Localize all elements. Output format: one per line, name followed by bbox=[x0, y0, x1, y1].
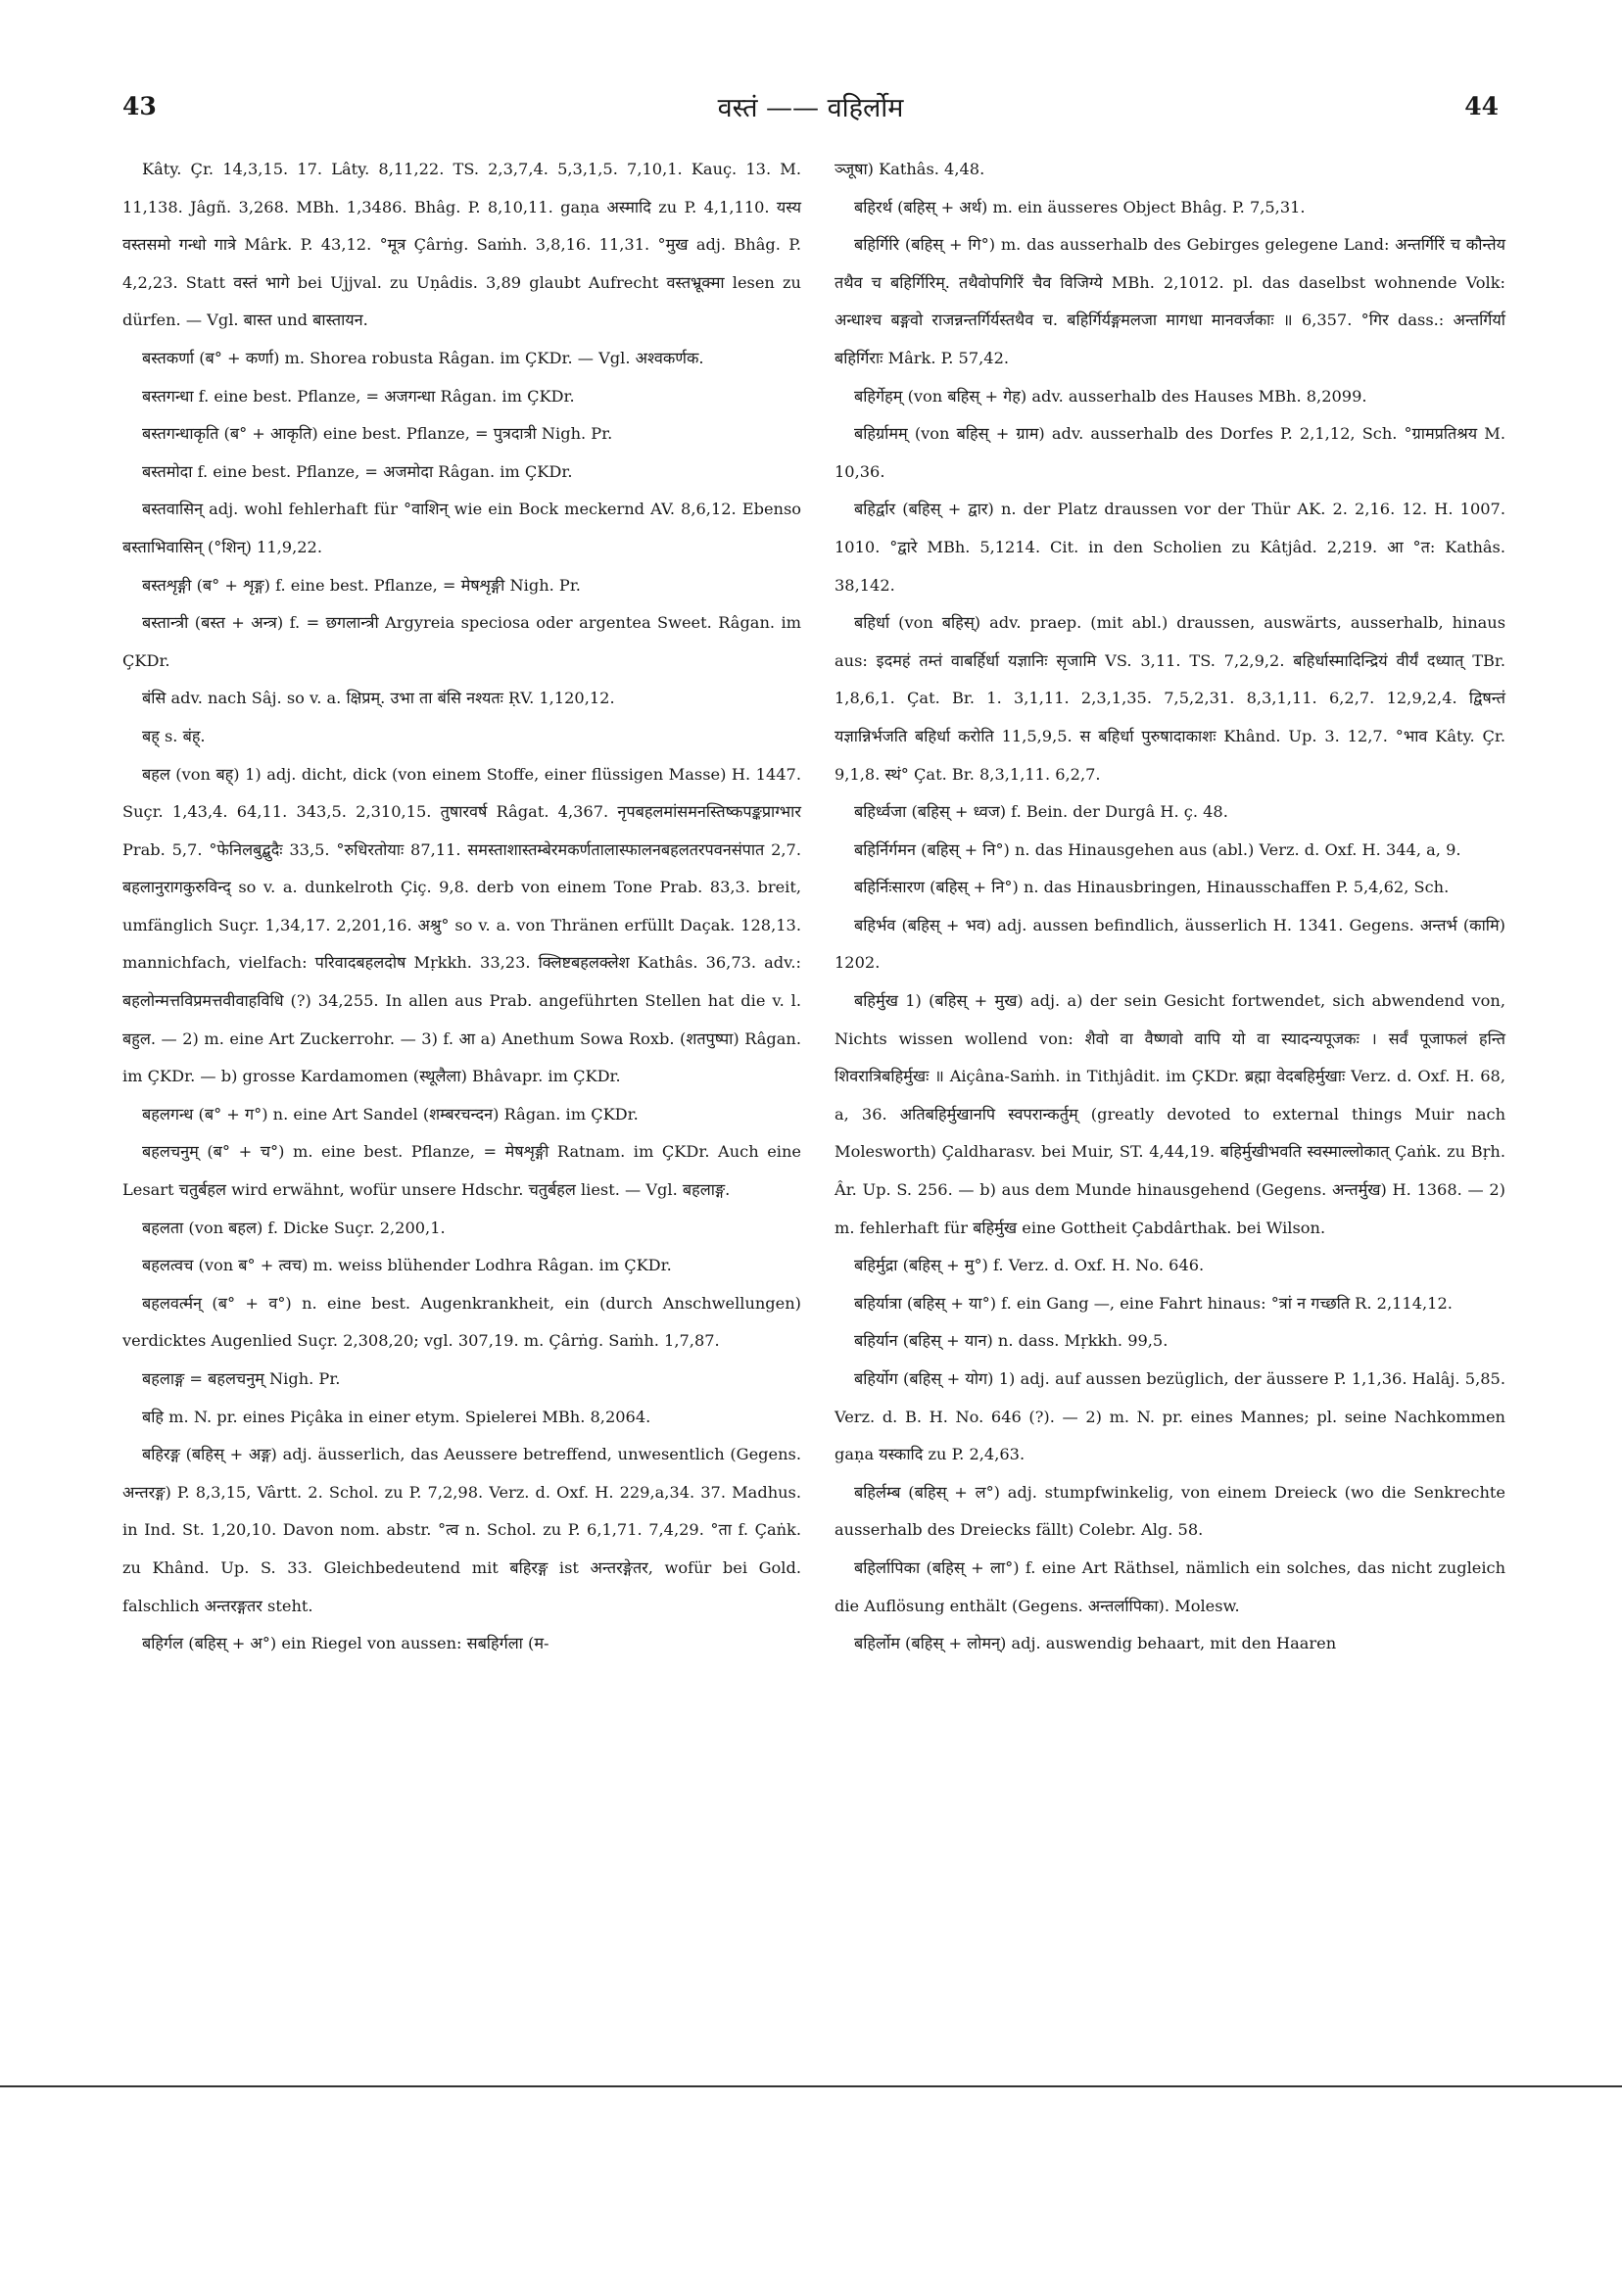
dictionary-entry: बहिरङ्ग (बहिस् + अङ्ग) adj. äusserlich, das Aeussere betreffend, unwesentlich (Gegens. अन्तरङ्ग) P. 8,3,15, Vârtt. 2. Schol. zu P. 7,2,98. Verz. d. Oxf. H. 229,a,34. 37. Madhus. in Ind. St. 1,20,10. Davon nom. abstr. °त्व n. Schol. zu P. 6,1,71. 7,4,29. °ता f. Çaṅk. zu Khând. Up. S. 33. Gleichbedeutend mit बहिरङ्ग ist अन्तरङ्गेतर, wofür bei Gold. falschlich अन्तरङ्गतर steht. bbox=[122, 1445, 801, 1615]
dictionary-entry: बहिर्मुद्रा (बहिस् + मु°) f. Verz. d. Oxf. H. No. 646. bbox=[854, 1256, 1205, 1275]
page-number-left: 43 bbox=[122, 92, 157, 120]
dictionary-entry: बहिर्ग्रामम् (von बहिस् + ग्राम) adv. ausserhalb des Dorfes P. 2,1,12, Sch. °ग्रामप्रतिश्रय M. 10,36. bbox=[835, 424, 1505, 481]
dictionary-entry: बहिर्धा (von बहिस्) adv. praep. (mit abl.) draussen, auswärts, ausserhalb, hinaus aus: इदमहं तम्तं वाबर्हिर्धा यज्ञानिः सृजामि VS. 3,11. TS. 7,2,9,2. बहिर्धास्मादिन्द्रियं वीर्यं दध्यात् TBr. 1,8,6,1. Çat. Br. 1. 3,1,11. 2,3,1,35. 7,5,2,31. 8,3,1,11. 6,2,7. 12,9,2,4. द्विषन्तं यज्ञान्निर्भजति बहिर्धा करोति 11,5,9,5. स बहिर्धा पुरुषादाकाशः Khând. Up. 3. 12,7. °भाव Kâty. Çr. 9,1,8. स्थं° Çat. Br. 8,3,1,11. 6,2,7. bbox=[835, 613, 1505, 784]
dictionary-entry: बह् s. बंह्. bbox=[142, 726, 206, 745]
page-header bbox=[122, 92, 1499, 131]
dictionary-entry: बस्तान्त्री (बस्त + अन्त्र) f. = छगलान्त्री Argyreia speciosa oder argentea Sweet. Râgan. im ÇKDr. bbox=[122, 613, 801, 670]
left-column bbox=[122, 151, 801, 1663]
dictionary-entry: बहिरर्थ (बहिस् + अर्थ) m. ein äusseres Object Bhâg. P. 7,5,31. bbox=[854, 197, 1306, 216]
dictionary-entry: बहिर्यात्रा (बहिस् + या°) f. ein Gang —, eine Fahrt hinaus: °त्रां न गच्छति R. 2,114,12. bbox=[854, 1293, 1453, 1313]
dictionary-entry: बहलता (von बहल) f. Dicke Suçr. 2,200,1. bbox=[142, 1218, 446, 1237]
dictionary-entry: बहिर्ध्वजा (बहिस् + ध्वज) f. Bein. der Durgâ H. ç. 48. bbox=[854, 802, 1228, 822]
dictionary-entry: बहिर्गेहम् (von बहिस् + गेह) adv. ausserhalb des Hauses MBh. 8,2099. bbox=[854, 386, 1367, 406]
dictionary-entry: बंसि adv. nach Sâj. so v. a. क्षिप्रम्. उभा ता बंसि नश्यतः ṚV. 1,120,12. bbox=[142, 689, 615, 708]
bottom-rule bbox=[0, 2085, 1622, 2087]
dictionary-entry: बस्तगन्धा f. eine best. Pflanze, = अजगन्धा Râgan. im ÇKDr. bbox=[142, 386, 575, 406]
dictionary-entry: बहिर्लापिका (बहिस् + ला°) f. eine Art Räthsel, nämlich ein solches, das nicht zugleich die Auflösung enthält (Gegens. अन्तर्लापिका). Molesw. bbox=[835, 1557, 1505, 1615]
dictionary-entry: बहलत्वच (von ब° + त्वच) m. weiss blühender Lodhra Râgan. im ÇKDr. bbox=[142, 1256, 672, 1275]
dictionary-entry: बहलगन्ध (ब° + ग°) n. eine Art Sandel (शम्बरचन्दन) Râgan. im ÇKDr. bbox=[142, 1104, 639, 1124]
dictionary-entry: बहिर्यान (बहिस् + यान) n. dass. Mṛkkh. 99,5. bbox=[854, 1331, 1169, 1351]
dictionary-entry: बहिर्गल (बहिस् + अ°) ein Riegel von aussen: सबहिर्गला (म- bbox=[142, 1634, 549, 1653]
dictionary-entry: बहिर्लोम (बहिस् + लोमन्) adj. auswendig behaart, mit den Haaren bbox=[854, 1634, 1337, 1653]
dictionary-entry: बहिर्भव (बहिस् + भव) adj. aussen befindlich, äusserlich H. 1341. Gegens. अन्तर्भ (कामि) 1202. bbox=[835, 915, 1505, 973]
dictionary-entry: बस्तकर्णा (ब° + कर्णा) m. Shorea robusta Râgan. im ÇKDr. — Vgl. अश्वकर्णक. bbox=[142, 348, 704, 367]
dictionary-entry: ञ्जूषा) Kathâs. 4,48. bbox=[835, 160, 985, 178]
dictionary-entry: बस्तगन्धाकृति (ब° + आकृति) eine best. Pflanze, = पुत्रदात्री Nigh. Pr. bbox=[142, 424, 613, 444]
dictionary-entry: बहल (von बह्) 1) adj. dicht, dick (von einem Stoffe, einer flüssigen Masse) H. 1447. Suçr. 1,43,4. 64,11. 343,5. 2,310,15. तुषारवर्ष Râgat. 4,367. नृपबहलमांसमनस्तिष्कपङ्कप्राग्भार Prab. 5,7. °फेनिलबुद्बुदैः 33,5. °रुधिरतोयाः 87,11. समस्ताशास्तम्बेरमकर्णतालास्फालनबहलतरपवनसंपात 2,7. बहलानुरागकुरुविन्द् so v. a. dunkelroth Çiç. 9,8. derb von einem Tone Prab. 83,3. breit, umfänglich Suçr. 1,34,17. 2,201,16. अश्रु° so v. a. von Thränen erfüllt Daçak. 128,13. mannichfach, vielfach: परिवादबहलदोष Mṛkkh. 33,23. क्लिष्टबहलक्लेश Kathâs. 36,73. adv.: बहलोन्मत्तविप्रमत्तवीवाहविधि (?) 34,255. In allen aus Prab. angeführten Stellen hat die v. l. बहुल. — 2) m. eine Art Zuckerrohr. — 3) f. आ a) Anethum Sowa Roxb. (शतपुष्पा) Râgan. im ÇKDr. — b) grosse Kardamomen (स्थूलैला) Bhâvapr. im ÇKDr. bbox=[122, 764, 801, 1086]
page-number-right: 44 bbox=[1464, 92, 1499, 120]
dictionary-entry: बस्तवासिन् adj. wohl fehlerhaft für °वाशिन् wie ein Bock meckernd AV. 8,6,12. Ebenso बस्ताभिवासिन् (°शिन्) 11,9,22. bbox=[122, 500, 801, 556]
dictionary-entry: बहलाङ्ग = बहलचनुम् Nigh. Pr. bbox=[142, 1369, 341, 1388]
dictionary-entry: बहिर्गिरि (बहिस् + गि°) m. das ausserhalb des Gebirges gelegene Land: अन्तर्गिरिं च कौन्तेय तथैव च बहिर्गिरिम्. तथैवोपगिरिं चैव विजिग्ये MBh. 2,1012. pl. das daselbst wohnende Volk: अन्धाश्च बङ्गवो राजन्नन्तर्गिर्यस्तथैव च. बहिर्गिर्यङ्गमलजा मागधा मानवर्जकाः ॥ 6,357. °गिर dass.: अन्तर्गिर्या बहिर्गिराः Mârk. P. 57,42. bbox=[835, 235, 1505, 367]
dictionary-entry: बहिर्योग (बहिस् + योग) 1) adj. auf aussen bezüglich, der äussere P. 1,1,36. Halâj. 5,85. Verz. d. B. H. No. 646 (?). — 2) m. N. pr. eines Mannes; pl. seine Nachkommen gaṇa यस्कादि zu P. 2,4,63. bbox=[835, 1369, 1505, 1464]
right-column bbox=[835, 151, 1505, 1663]
dictionary-entry: बहलचनुम् (ब° + च°) m. eine best. Pflanze, = मेषशृङ्गी Ratnam. im ÇKDr. Auch eine Lesart चतुर्बहल wird erwähnt, wofür unsere Hdschr. चतुर्बहल liest. — Vgl. बहलाङ्ग. bbox=[122, 1142, 801, 1200]
dictionary-entry: बहिर्निर्गमन (बहिस् + नि°) n. das Hinausgehen aus (abl.) Verz. d. Oxf. H. 344, a, 9. bbox=[854, 839, 1461, 859]
dictionary-entry: बस्तशृङ्गी (ब° + शृङ्ग) f. eine best. Pflanze, = मेषशृङ्गी Nigh. Pr. bbox=[142, 575, 581, 595]
dictionary-entry: बहलवर्त्मन् (ब° + व°) n. eine best. Augenkrankheit, ein (durch Anschwellungen) verdicktes Augenlied Suçr. 2,308,20; vgl. 307,19. m. Çârṅg. Saṁh. 1,7,87. bbox=[122, 1293, 801, 1351]
dictionary-entry: बहिर्मुख 1) (बहिस् + मुख) adj. a) der sein Gesicht fortwendet, sich abwendend von, Nichts wissen wollend von: शैवो वा वैष्णवो वापि यो वा स्यादन्यपूजकः । सर्वं पूजाफलं हन्ति शिवरात्रिबहिर्मुखः ॥ Aiçâna-Saṁh. in Tithjâdit. im ÇKDr. ब्रह्मा वेदबहिर्मुखाः Verz. d. Oxf. H. 68, a, 36. अतिबहिर्मुखानपि स्वपरान्कर्तुम् (greatly devoted to external things Muir nach Molesworth) Çaldharasv. bei Muir, ST. 4,44,19. बहिर्मुखीभवति स्वस्माल्लोकात् Çaṅk. zu Bṛh. Âr. Up. S. 256. — b) aus dem Munde hinausgehend (Gegens. अन्तर्मुख) H. 1368. — 2) m. fehlerhaft für बहिर्मुख eine Gottheit Çabdârthak. bei Wilson. bbox=[835, 991, 1505, 1237]
running-title: वस्तं —— वहिर्लोम bbox=[717, 93, 904, 123]
dictionary-entry: बहिर्लम्ब (बहिस् + ल°) adj. stumpfwinkelig, von einem Dreieck (wo die Senkrechte ausserhalb des Dreiecks fällt) Colebr. Alg. 58. bbox=[835, 1482, 1505, 1540]
dictionary-entry: बहिर्निःसारण (बहिस् + नि°) n. das Hinausbringen, Hinausschaffen P. 5,4,62, Sch. bbox=[854, 878, 1450, 897]
dictionary-entry: बस्तमोदा f. eine best. Pflanze, = अजमोदा Râgan. im ÇKDr. bbox=[142, 461, 573, 481]
dictionary-entry: Kâty. Çr. 14,3,15. 17. Lâty. 8,11,22. TS. 2,3,7,4. 5,3,1,5. 7,10,1. Kauç. 13. M. 11,138. Jâgñ. 3,268. MBh. 1,3486. Bhâg. P. 8,10,11. gaṇa अस्मादि zu P. 4,1,110. यस्य वस्तसमो गन्धो गात्रे Mârk. P. 43,12. °मूत्र Çârṅg. Saṁh. 3,8,16. 11,31. °मुख adj. Bhâg. P. 4,2,23. Statt वस्तं भागे bei Ujjval. zu Uṇâdis. 3,89 glaubt Aufrecht वस्तभ्रूक्मा lesen zu dürfen. — Vgl. बास्त und बास्तायन. bbox=[122, 160, 801, 330]
dictionary-entry: बहिर्द्वार (बहिस् + द्वार) n. der Platz draussen vor der Thür AK. 2. 2,16. 12. H. 1007. 1010. °द्वारे MBh. 5,1214. Cit. in den Scholien zu Kâtjâd. 2,219. आ °त: Kathâs. 38,142. bbox=[835, 500, 1505, 595]
dictionary-entry: बहि m. N. pr. eines Piçâka in einer etym. Spielerei MBh. 8,2064. bbox=[142, 1407, 651, 1426]
